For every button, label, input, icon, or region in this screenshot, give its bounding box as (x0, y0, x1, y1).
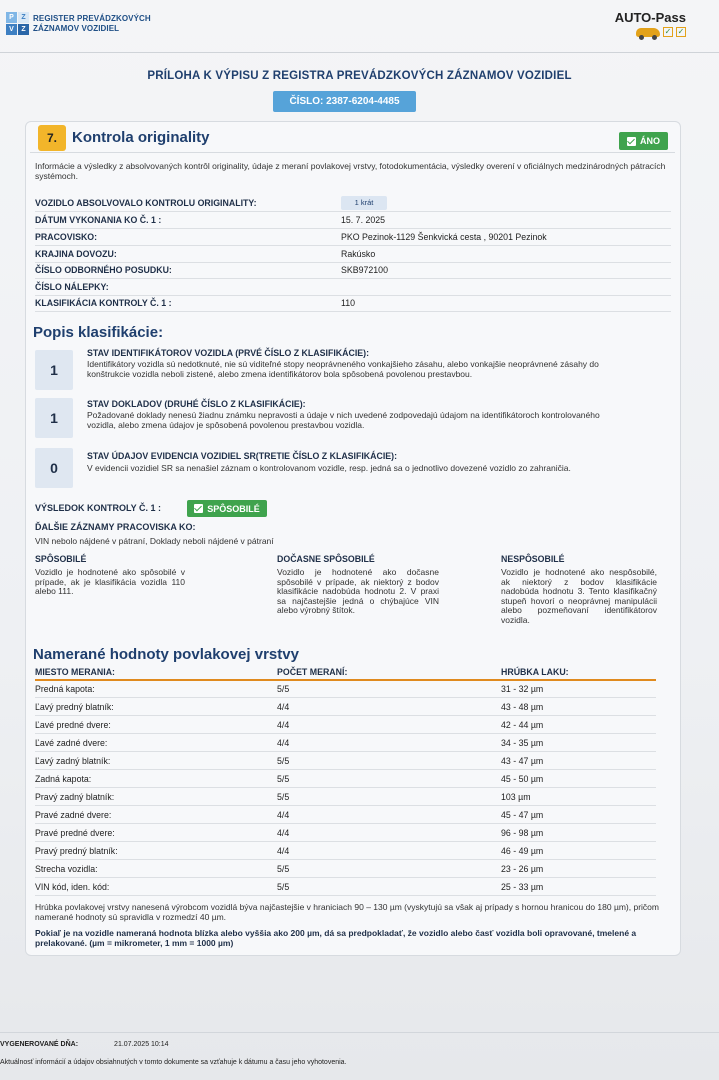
cell-thickness: 43 - 48 µm (501, 702, 544, 712)
cell-thickness: 23 - 26 µm (501, 864, 544, 874)
cell-location: Ľavý zadný blatník: (35, 756, 111, 766)
classification-digit: 0 (35, 448, 73, 488)
classification-digit: 1 (35, 350, 73, 390)
cell-count: 4/4 (277, 720, 290, 730)
legend-text: Vozidlo je hodnotené ako spôsobilé v prípade, ak je klasifikácia vozidla 110 alebo 111. (35, 567, 185, 596)
table-row (35, 680, 656, 698)
classification-text: Požadované doklady nenesú žiadnu známku nepravosti a údaje v nich uvedené zodpovedajú údajom na identifikátoroch kontrolovaného vozidla, alebo zmena údajov je spôsobená povolenou prestavbou vozidla. (87, 410, 600, 430)
logo-cell: P (6, 12, 17, 23)
table-row (35, 806, 656, 824)
logo-cell: Z (18, 24, 29, 35)
column-header: HRÚBKA LAKU: (501, 667, 569, 677)
legend-text: Vozidlo je hodnotené ako nespôsobilé, ak niektorý z bodov klasifikácie nadobúda hodnotu 3. Tento klasifikačný stupeň hovorí o neoprávnej manipulácii alebo pozmeňovaní identifikátorov vozidla. (501, 567, 657, 625)
header-divider (0, 52, 719, 53)
classification-digit: 1 (35, 398, 73, 438)
checkbox-icon: ✓ (677, 27, 685, 36)
cell-thickness: 45 - 47 µm (501, 810, 544, 820)
detail-value: PKO Pezinok-1129 Šenkvická cesta , 90201 Pezinok (341, 232, 547, 242)
cell-count: 4/4 (277, 810, 290, 820)
table-row (35, 716, 656, 734)
result-badge (187, 500, 267, 517)
detail-value: 110 (341, 298, 356, 308)
detail-key: KRAJINA DOVOZU: (35, 249, 117, 259)
table-row (35, 824, 656, 842)
section-intro: Informácie a výsledky z absolvovaných kontrôl originality, údaje z meraní povlakovej vrstvy, fotodokumentácia, výsledky overení v oficiálnych medzinárodných pátracích systémoch. (35, 161, 666, 181)
cell-count: 4/4 (277, 828, 290, 838)
cell-thickness: 96 - 98 µm (501, 828, 544, 838)
legend-text: Vozidlo je hodnotené ako dočasne spôsobilé v prípade, ak niektorý z bodov klasifikácie nadobúda hodnotu 2. V praxi sa najčastejšie jedná o chýbajúce VIN alebo výrobný štítok. (277, 567, 439, 615)
cell-location: Pravé zadné dvere: (35, 810, 112, 820)
registry-logo-icon (6, 12, 29, 35)
detail-value: Rakúsko (341, 249, 376, 259)
classification-title: STAV ÚDAJOV EVIDENCIA VOZIDIEL SR(TRETIE ČÍSLO Z KLASIFIKÁCIE): (87, 451, 398, 461)
cell-count: 5/5 (277, 882, 290, 892)
document-number: ČÍSLO: 2387-6204-4485 (273, 91, 416, 112)
brand-icons (615, 27, 686, 37)
result-label: VÝSLEDOK KONTROLY Č. 1 : (35, 503, 162, 513)
cell-location: Pravé predné dvere: (35, 828, 115, 838)
table-row (35, 734, 656, 752)
detail-key: PRACOVISKO: (35, 232, 98, 242)
registry-line1: REGISTER PREVÁDZKOVÝCH (33, 13, 151, 23)
table-row (35, 788, 656, 806)
detail-key: VOZIDLO ABSOLVOVALO KONTROLU ORIGINALITY: (35, 198, 257, 208)
generated-value: 21.07.2025 10:14 (114, 1041, 169, 1048)
cell-count: 4/4 (277, 738, 290, 748)
autopass-logo (615, 10, 686, 37)
detail-key: DÁTUM VYKONANIA KO Č. 1 : (35, 215, 162, 225)
check-icon (194, 504, 203, 513)
coating-warning: Pokiaľ je na vozidle nameraná hodnota blízka alebo vyššia ako 200 µm, dá sa predpokladať, že vozidlo alebo časť vozidla boli opravované, tmelené a prelakované. (µm = mikrometer, 1 mm = 1000 µm) (35, 928, 637, 948)
logo-cell: V (6, 24, 17, 35)
section-number: 7. (38, 125, 66, 151)
legend-title: DOČASNE SPÔSOBILÉ (277, 554, 375, 564)
cell-count: 5/5 (277, 792, 290, 802)
cell-thickness: 46 - 49 µm (501, 846, 544, 856)
check-icon (627, 137, 636, 146)
table-row (35, 698, 656, 716)
detail-key: ČÍSLO NÁLEPKY: (35, 282, 109, 292)
classification-title: STAV DOKLADOV (DRUHÉ ČÍSLO Z KLASIFIKÁCIE): (87, 399, 306, 409)
detail-row (35, 213, 671, 229)
cell-location: Ľavý predný blatník: (35, 702, 114, 712)
footer-divider (0, 1032, 719, 1033)
detail-row (35, 263, 671, 279)
cell-thickness: 103 µm (501, 792, 531, 802)
cell-count: 5/5 (277, 756, 290, 766)
other-records-text: VIN nebolo nájdené v pátraní, Doklady neboli nájdené v pátraní (35, 536, 274, 546)
section-title: Kontrola originality (72, 129, 210, 146)
detail-key: ČÍSLO ODBORNÉHO POSUDKU: (35, 265, 172, 275)
generated-label: VYGENEROVANÉ DŇA: (0, 1041, 79, 1048)
registry-name (33, 14, 151, 34)
annex-title: PRÍLOHA K VÝPISU Z REGISTRA PREVÁDZKOVÝCH ZÁZNAMOV VOZIDIEL (147, 70, 572, 82)
detail-row (35, 247, 671, 263)
cell-location: Strecha vozidla: (35, 864, 98, 874)
cell-count: 5/5 (277, 774, 290, 784)
cell-count: 5/5 (277, 684, 290, 694)
classification-text: Identifikátory vozidla sú nedotknuté, nie sú viditeľné stopy neoprávneného vonkajšieho zásahu, alebo vonkajšie neoprávnené zásahy do konštrukcie vozidla neboli zistené, alebo zmena identifikátorov bola spôsobená povolenou prestavbou. (87, 359, 599, 379)
cell-thickness: 31 - 32 µm (501, 684, 544, 694)
cell-location: Pravý zadný blatník: (35, 792, 115, 802)
generated-info (0, 1041, 169, 1048)
registry-logo (6, 12, 151, 35)
legend-title: NESPÔSOBILÉ (501, 554, 565, 564)
detail-row (35, 196, 671, 212)
cell-location: Predná kapota: (35, 684, 95, 694)
table-row (35, 770, 656, 788)
section-divider (30, 152, 675, 153)
cell-location: Ľavé zadné dvere: (35, 738, 108, 748)
cell-location: Ľavé predné dvere: (35, 720, 111, 730)
coating-note: Hrúbka povlakovej vrstvy nanesená výrobcom vozidlá býva najčastejšie v hraniciach 90 – 130 µm (vyskytujú sa však aj prípady s hornou hranicou do 180 µm), pričom namerané hodnoty sú spravidla v rozmedzí 40 µm. (35, 902, 659, 922)
cell-thickness: 25 - 33 µm (501, 882, 544, 892)
cell-thickness: 45 - 50 µm (501, 774, 544, 784)
classification-text: V evidencii vozidiel SR sa nenašiel záznam o kontrolovanom vozidle, resp. jedná sa o jednotlivo dovezené vozidlo zo zahraničia. (87, 463, 571, 473)
other-records-title: ĎALŠIE ZÁZNAMY PRACOVISKA KO: (35, 522, 196, 532)
car-icon (636, 28, 660, 37)
table-row (35, 842, 656, 860)
detail-row (35, 296, 671, 312)
status-badge-label: ÁNO (640, 136, 660, 146)
column-header: MIESTO MERANIA: (35, 667, 115, 677)
detail-value: 15. 7. 2025 (341, 215, 386, 225)
column-header: POČET MERANÍ: (277, 667, 348, 677)
table-row (35, 878, 656, 896)
detail-value: SKB972100 (341, 265, 388, 275)
legend-title: SPÔSOBILÉ (35, 554, 87, 564)
status-badge (619, 132, 668, 150)
coating-heading: Namerané hodnoty povlakovej vrstvy (33, 646, 299, 663)
cell-location: VIN kód, iden. kód: (35, 882, 110, 892)
result-badge-label: SPÔSOBILÉ (207, 503, 260, 514)
cell-count: 4/4 (277, 702, 290, 712)
footer-disclaimer: Aktuálnosť informácií a údajov obsiahnutých v tomto dokumente sa vzťahuje k dátumu a času jeho vyhotovenia. (0, 1059, 347, 1066)
logo-cell: Z (18, 12, 29, 23)
cell-location: Pravý predný blatník: (35, 846, 118, 856)
cell-location: Zadná kapota: (35, 774, 92, 784)
cell-count: 5/5 (277, 864, 290, 874)
cell-count: 4/4 (277, 846, 290, 856)
classification-heading: Popis klasifikácie: (33, 324, 164, 341)
detail-row (35, 230, 671, 246)
classification-title: STAV IDENTIFIKÁTOROV VOZIDLA (PRVÉ ČÍSLO Z KLASIFIKÁCIE): (87, 348, 369, 358)
checkbox-icon: ✓ (664, 27, 672, 36)
detail-key: KLASIFIKÁCIA KONTROLY Č. 1 : (35, 298, 172, 308)
detail-row (35, 280, 671, 296)
cell-thickness: 43 - 47 µm (501, 756, 544, 766)
count-badge: 1 krát (341, 196, 387, 210)
registry-line2: ZÁZNAMOV VOZIDIEL (33, 23, 120, 33)
cell-thickness: 42 - 44 µm (501, 720, 544, 730)
table-row (35, 752, 656, 770)
brand-name: AUTO-Pass (614, 10, 686, 25)
cell-thickness: 34 - 35 µm (501, 738, 544, 748)
table-row (35, 860, 656, 878)
